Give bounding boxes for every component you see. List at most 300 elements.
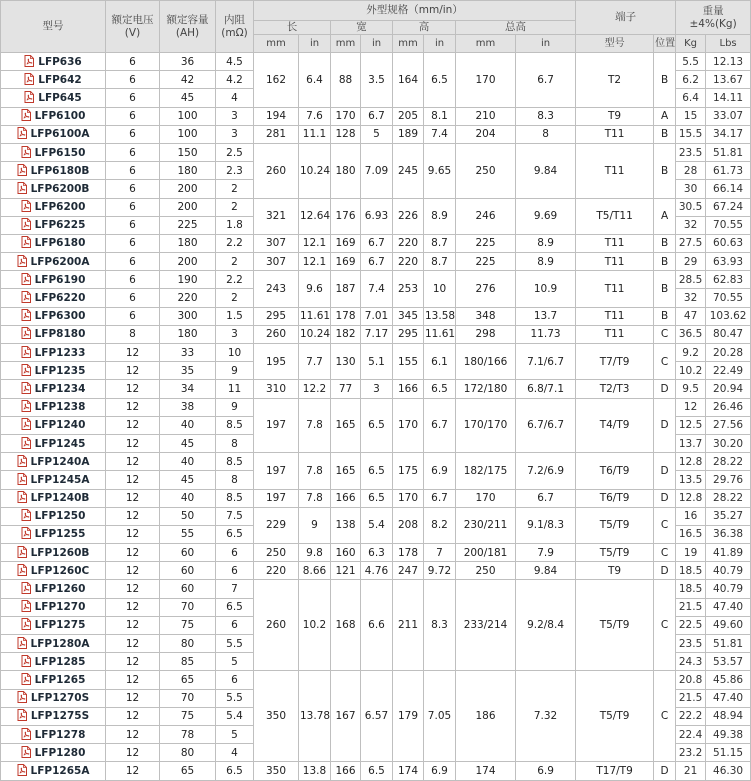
header-total-height-mm: mm — [456, 35, 516, 53]
model-cell[interactable] — [1, 234, 106, 252]
model-link[interactable]: LFP1275 — [34, 619, 86, 632]
table-header — [1, 1, 751, 53]
length-mm-cell: 295 — [254, 307, 299, 325]
total-height-in-cell: 8.9 — [516, 253, 576, 271]
length-in-cell: 11.1 — [299, 125, 331, 143]
pdf-icon[interactable] — [21, 109, 31, 121]
capacity-cell: 180 — [160, 325, 216, 343]
height-mm-cell: 211 — [393, 580, 424, 671]
header-model: 型号 — [1, 1, 106, 53]
model-link[interactable]: LFP1240B — [30, 492, 90, 505]
model-link[interactable]: LFP642 — [38, 73, 82, 86]
model-cell[interactable] — [1, 180, 106, 198]
total-height-in-cell: 13.7 — [516, 307, 576, 325]
height-in-cell: 6.7 — [424, 489, 456, 507]
model-link[interactable]: LFP6300 — [34, 310, 86, 323]
width-mm-cell: 187 — [331, 271, 361, 307]
model-link[interactable]: LFP8180 — [34, 328, 86, 341]
capacity-cell: 40 — [160, 489, 216, 507]
model-cell[interactable] — [1, 580, 106, 598]
resistance-cell: 2.5 — [216, 143, 254, 161]
pdf-icon[interactable] — [21, 309, 31, 321]
terminal-position-cell: D — [654, 762, 676, 780]
model-link[interactable]: LFP6200 — [34, 201, 86, 214]
pdf-icon[interactable] — [24, 91, 34, 103]
pdf-icon[interactable] — [24, 73, 34, 85]
capacity-cell: 34 — [160, 380, 216, 398]
model-cell[interactable] — [1, 544, 106, 562]
weight-lbs-cell: 60.63 — [706, 234, 751, 252]
weight-kg-cell: 19 — [676, 544, 706, 562]
model-cell[interactable] — [1, 344, 106, 362]
weight-kg-cell: 10.2 — [676, 362, 706, 380]
terminal-type-cell: T9 — [576, 562, 654, 580]
pdf-icon[interactable] — [21, 273, 31, 285]
weight-kg-cell: 36.5 — [676, 325, 706, 343]
model-cell[interactable] — [1, 507, 106, 525]
weight-kg-cell: 12.5 — [676, 416, 706, 434]
model-cell[interactable] — [1, 89, 106, 107]
total-height-mm-cell: 172/180 — [456, 380, 516, 398]
length-in-cell: 10.2 — [299, 580, 331, 671]
model-link[interactable]: LFP1245A — [30, 473, 90, 486]
weight-kg-cell: 21 — [676, 762, 706, 780]
model-cell[interactable] — [1, 289, 106, 307]
model-cell[interactable] — [1, 707, 106, 725]
pdf-icon[interactable] — [17, 764, 27, 776]
length-mm-cell: 220 — [254, 562, 299, 580]
terminal-type-cell: T11 — [576, 234, 654, 252]
weight-lbs-cell: 103.62 — [706, 307, 751, 325]
table-row — [1, 544, 751, 562]
weight-lbs-cell: 35.27 — [706, 507, 751, 525]
terminal-type-cell: T5/T9 — [576, 507, 654, 543]
model-cell[interactable] — [1, 307, 106, 325]
table-row — [1, 671, 751, 689]
capacity-cell: 200 — [160, 180, 216, 198]
model-link[interactable]: LFP1235 — [34, 364, 86, 377]
terminal-type-cell: T2 — [576, 53, 654, 108]
weight-kg-cell: 24.3 — [676, 653, 706, 671]
voltage-cell: 6 — [106, 107, 160, 125]
voltage-cell: 12 — [106, 544, 160, 562]
height-in-cell: 6.9 — [424, 762, 456, 780]
weight-kg-cell: 28.5 — [676, 271, 706, 289]
pdf-icon[interactable] — [17, 564, 27, 576]
model-link[interactable]: LFP6200A — [30, 255, 90, 268]
pdf-icon[interactable] — [21, 728, 31, 740]
pdf-icon[interactable] — [17, 164, 27, 176]
header-kg: Kg — [676, 35, 706, 53]
total-height-mm-cell: 174 — [456, 762, 516, 780]
resistance-cell: 1.8 — [216, 216, 254, 234]
pdf-icon[interactable] — [21, 746, 31, 758]
width-in-cell: 6.93 — [361, 198, 393, 234]
model-link[interactable]: LFP1234 — [34, 382, 86, 395]
pdf-icon[interactable] — [21, 655, 31, 667]
model-cell[interactable] — [1, 53, 106, 71]
resistance-cell: 5 — [216, 653, 254, 671]
model-cell[interactable] — [1, 198, 106, 216]
capacity-cell: 85 — [160, 653, 216, 671]
pdf-icon[interactable] — [17, 491, 27, 503]
model-link[interactable]: LFP1250 — [34, 510, 86, 523]
pdf-icon[interactable] — [21, 437, 31, 449]
weight-kg-cell: 12 — [676, 398, 706, 416]
weight-lbs-cell: 70.55 — [706, 216, 751, 234]
voltage-cell: 6 — [106, 71, 160, 89]
model-link[interactable]: LFP1280 — [34, 746, 86, 759]
model-link[interactable]: LFP1240A — [30, 455, 90, 468]
pdf-icon[interactable] — [21, 200, 31, 212]
weight-lbs-cell: 70.55 — [706, 289, 751, 307]
resistance-cell: 5.5 — [216, 635, 254, 653]
weight-lbs-cell: 46.30 — [706, 762, 751, 780]
model-link[interactable]: LFP6100 — [34, 110, 86, 123]
model-cell[interactable] — [1, 162, 106, 180]
pdf-icon[interactable] — [21, 218, 31, 230]
width-in-cell: 5.1 — [361, 344, 393, 380]
model-link[interactable]: LFP1240 — [34, 419, 86, 432]
model-link[interactable]: LFP1260 — [34, 583, 86, 596]
model-link[interactable]: LFP1260C — [30, 564, 90, 577]
pdf-icon[interactable] — [17, 473, 27, 485]
resistance-cell: 3 — [216, 325, 254, 343]
capacity-cell: 33 — [160, 344, 216, 362]
width-in-cell: 6.5 — [361, 453, 393, 489]
weight-lbs-cell: 61.73 — [706, 162, 751, 180]
width-in-cell: 3.5 — [361, 53, 393, 108]
total-height-in-cell: 9.69 — [516, 198, 576, 234]
capacity-cell: 35 — [160, 362, 216, 380]
length-mm-cell: 350 — [254, 671, 299, 762]
pdf-icon[interactable] — [21, 418, 31, 430]
header-width: 宽 — [331, 21, 393, 35]
terminal-type-cell: T5/T9 — [576, 544, 654, 562]
pdf-icon[interactable] — [21, 364, 31, 376]
width-mm-cell: 165 — [331, 453, 361, 489]
total-height-mm-cell: 348 — [456, 307, 516, 325]
length-mm-cell: 197 — [254, 453, 299, 489]
model-cell[interactable] — [1, 71, 106, 89]
total-height-in-cell: 6.8/7.1 — [516, 380, 576, 398]
header-weight: 重量 ±4%(Kg) — [676, 1, 751, 35]
width-in-cell: 7.01 — [361, 307, 393, 325]
model-link[interactable]: LFP6220 — [34, 292, 86, 305]
weight-lbs-cell: 36.38 — [706, 525, 751, 543]
height-in-cell: 11.61 — [424, 325, 456, 343]
model-link[interactable]: LFP1270S — [30, 692, 90, 705]
header-width-in: in — [361, 35, 393, 53]
pdf-icon[interactable] — [17, 255, 27, 267]
height-mm-cell: 220 — [393, 253, 424, 271]
length-in-cell: 8.66 — [299, 562, 331, 580]
capacity-cell: 78 — [160, 725, 216, 743]
height-in-cell: 9.65 — [424, 143, 456, 198]
model-link[interactable]: LFP1260B — [30, 546, 90, 559]
pdf-icon[interactable] — [21, 582, 31, 594]
voltage-cell: 6 — [106, 216, 160, 234]
header-capacity: 额定容量 (AH) — [160, 1, 216, 53]
capacity-cell: 75 — [160, 707, 216, 725]
terminal-position-cell: C — [654, 580, 676, 671]
terminal-type-cell: T5/T9 — [576, 671, 654, 762]
length-in-cell: 11.61 — [299, 307, 331, 325]
length-in-cell: 7.8 — [299, 398, 331, 453]
pdf-icon[interactable] — [17, 182, 27, 194]
pdf-icon[interactable] — [24, 55, 34, 67]
model-link[interactable]: LFP645 — [38, 91, 82, 104]
voltage-cell: 12 — [106, 689, 160, 707]
table-row — [1, 453, 751, 471]
pdf-icon[interactable] — [21, 600, 31, 612]
pdf-icon[interactable] — [21, 146, 31, 158]
model-cell[interactable] — [1, 362, 106, 380]
length-in-cell: 12.1 — [299, 234, 331, 252]
resistance-cell: 5.5 — [216, 689, 254, 707]
total-height-mm-cell: 180/166 — [456, 344, 516, 380]
height-in-cell: 10 — [424, 271, 456, 307]
model-link[interactable]: LFP6180B — [30, 164, 90, 177]
model-cell[interactable] — [1, 725, 106, 743]
total-height-mm-cell: 246 — [456, 198, 516, 234]
terminal-type-cell: T2/T3 — [576, 380, 654, 398]
resistance-cell: 7.5 — [216, 507, 254, 525]
pdf-icon[interactable] — [17, 546, 27, 558]
resistance-cell: 2.2 — [216, 234, 254, 252]
height-mm-cell: 155 — [393, 344, 424, 380]
table-row — [1, 762, 751, 780]
model-cell[interactable] — [1, 616, 106, 634]
table-row — [1, 562, 751, 580]
pdf-icon[interactable] — [21, 236, 31, 248]
resistance-cell: 2 — [216, 198, 254, 216]
pdf-icon[interactable] — [17, 127, 27, 139]
length-in-cell: 12.64 — [299, 198, 331, 234]
model-link[interactable]: LFP1278 — [34, 728, 86, 741]
pdf-icon[interactable] — [21, 327, 31, 339]
model-cell[interactable] — [1, 325, 106, 343]
header-length-in: in — [299, 35, 331, 53]
model-link[interactable]: LFP6150 — [34, 146, 86, 159]
terminal-type-cell: T17/T9 — [576, 762, 654, 780]
weight-kg-cell: 18.5 — [676, 580, 706, 598]
height-mm-cell: 175 — [393, 453, 424, 489]
model-cell[interactable] — [1, 635, 106, 653]
model-cell[interactable] — [1, 398, 106, 416]
height-in-cell: 7.4 — [424, 125, 456, 143]
height-mm-cell: 345 — [393, 307, 424, 325]
terminal-position-cell: B — [654, 253, 676, 271]
model-cell[interactable] — [1, 125, 106, 143]
height-in-cell: 8.3 — [424, 580, 456, 671]
terminal-position-cell: B — [654, 234, 676, 252]
terminal-position-cell: C — [654, 544, 676, 562]
weight-kg-cell: 29 — [676, 253, 706, 271]
height-mm-cell: 174 — [393, 762, 424, 780]
voltage-cell: 12 — [106, 725, 160, 743]
model-cell[interactable] — [1, 107, 106, 125]
model-link[interactable]: LFP1265 — [34, 673, 86, 686]
model-link[interactable]: LFP6190 — [34, 273, 86, 286]
pdf-icon[interactable] — [17, 455, 27, 467]
voltage-cell: 12 — [106, 616, 160, 634]
pdf-icon[interactable] — [21, 400, 31, 412]
weight-lbs-cell: 53.57 — [706, 653, 751, 671]
voltage-cell: 6 — [106, 289, 160, 307]
capacity-cell: 50 — [160, 507, 216, 525]
weight-kg-cell: 30.5 — [676, 198, 706, 216]
table-row — [1, 507, 751, 525]
voltage-cell: 12 — [106, 635, 160, 653]
terminal-type-cell: T6/T9 — [576, 489, 654, 507]
pdf-icon[interactable] — [21, 509, 31, 521]
weight-kg-cell: 16 — [676, 507, 706, 525]
length-mm-cell: 281 — [254, 125, 299, 143]
model-cell[interactable] — [1, 471, 106, 489]
model-link[interactable]: LFP1245 — [34, 437, 86, 450]
model-cell[interactable] — [1, 216, 106, 234]
model-link[interactable]: LFP1238 — [34, 401, 86, 414]
total-height-in-cell: 9.84 — [516, 143, 576, 198]
pdf-icon[interactable] — [17, 691, 27, 703]
total-height-mm-cell: 298 — [456, 325, 516, 343]
length-in-cell: 7.8 — [299, 489, 331, 507]
height-mm-cell: 247 — [393, 562, 424, 580]
pdf-icon[interactable] — [21, 346, 31, 358]
voltage-cell: 12 — [106, 653, 160, 671]
width-mm-cell: 166 — [331, 489, 361, 507]
terminal-position-cell: D — [654, 380, 676, 398]
resistance-cell: 6 — [216, 544, 254, 562]
width-in-cell: 7.17 — [361, 325, 393, 343]
total-height-in-cell: 7.1/6.7 — [516, 344, 576, 380]
model-cell[interactable] — [1, 253, 106, 271]
capacity-cell: 45 — [160, 471, 216, 489]
capacity-cell: 65 — [160, 671, 216, 689]
model-cell[interactable] — [1, 416, 106, 434]
length-in-cell: 13.78 — [299, 671, 331, 762]
table-row — [1, 380, 751, 398]
model-link[interactable]: LFP6180 — [34, 237, 86, 250]
model-link[interactable]: LFP6200B — [30, 182, 90, 195]
total-height-in-cell: 8.9 — [516, 234, 576, 252]
capacity-cell: 42 — [160, 71, 216, 89]
length-mm-cell: 350 — [254, 762, 299, 780]
length-in-cell: 7.7 — [299, 344, 331, 380]
width-mm-cell: 138 — [331, 507, 361, 543]
model-link[interactable]: LFP1265A — [30, 764, 90, 777]
width-in-cell: 5.4 — [361, 507, 393, 543]
weight-lbs-cell: 12.13 — [706, 53, 751, 71]
terminal-type-cell: T11 — [576, 325, 654, 343]
resistance-cell: 6 — [216, 616, 254, 634]
model-cell[interactable] — [1, 143, 106, 161]
model-cell[interactable] — [1, 744, 106, 762]
model-link[interactable]: LFP1280A — [30, 637, 90, 650]
height-mm-cell: 205 — [393, 107, 424, 125]
model-link[interactable]: LFP1255 — [34, 528, 86, 541]
model-link[interactable]: LFP6225 — [34, 219, 86, 232]
weight-lbs-cell: 40.79 — [706, 580, 751, 598]
pdf-icon[interactable] — [21, 673, 31, 685]
voltage-cell: 12 — [106, 671, 160, 689]
model-cell[interactable] — [1, 271, 106, 289]
height-in-cell: 6.5 — [424, 380, 456, 398]
model-link[interactable]: LFP6100A — [30, 128, 90, 141]
model-cell[interactable] — [1, 689, 106, 707]
voltage-cell: 12 — [106, 453, 160, 471]
voltage-cell: 6 — [106, 234, 160, 252]
total-height-mm-cell: 276 — [456, 271, 516, 307]
model-link[interactable]: LFP1233 — [34, 346, 86, 359]
model-cell[interactable] — [1, 598, 106, 616]
pdf-icon[interactable] — [21, 291, 31, 303]
model-cell[interactable] — [1, 562, 106, 580]
total-height-in-cell: 11.73 — [516, 325, 576, 343]
total-height-in-cell: 8 — [516, 125, 576, 143]
length-mm-cell: 197 — [254, 398, 299, 453]
model-cell[interactable] — [1, 434, 106, 452]
table-body — [1, 53, 751, 781]
length-in-cell: 9.8 — [299, 544, 331, 562]
model-cell[interactable] — [1, 453, 106, 471]
height-mm-cell: 166 — [393, 380, 424, 398]
width-in-cell: 6.3 — [361, 544, 393, 562]
model-cell[interactable] — [1, 525, 106, 543]
terminal-position-cell: B — [654, 125, 676, 143]
model-link[interactable]: LFP636 — [38, 55, 82, 68]
width-in-cell: 4.76 — [361, 562, 393, 580]
weight-kg-cell: 21.5 — [676, 689, 706, 707]
total-height-mm-cell: 170 — [456, 53, 516, 108]
capacity-cell: 70 — [160, 689, 216, 707]
model-link[interactable]: LFP1285 — [34, 655, 86, 668]
pdf-icon[interactable] — [21, 618, 31, 630]
capacity-cell: 55 — [160, 525, 216, 543]
weight-lbs-cell: 45.86 — [706, 671, 751, 689]
weight-kg-cell: 18.5 — [676, 562, 706, 580]
resistance-cell: 8.5 — [216, 489, 254, 507]
weight-lbs-cell: 27.56 — [706, 416, 751, 434]
weight-lbs-cell: 14.11 — [706, 89, 751, 107]
model-cell[interactable] — [1, 653, 106, 671]
pdf-icon[interactable] — [17, 709, 27, 721]
total-height-in-cell: 6.7 — [516, 53, 576, 108]
voltage-cell: 8 — [106, 325, 160, 343]
height-mm-cell: 220 — [393, 234, 424, 252]
model-cell[interactable] — [1, 762, 106, 780]
total-height-in-cell: 9.1/8.3 — [516, 507, 576, 543]
model-link[interactable]: LFP1275S — [30, 710, 90, 723]
width-in-cell: 5 — [361, 125, 393, 143]
resistance-cell: 10 — [216, 344, 254, 362]
terminal-type-cell: T9 — [576, 107, 654, 125]
total-height-in-cell: 9.2/8.4 — [516, 580, 576, 671]
weight-kg-cell: 23.5 — [676, 143, 706, 161]
model-cell[interactable] — [1, 380, 106, 398]
pdf-icon[interactable] — [21, 382, 31, 394]
model-cell[interactable] — [1, 671, 106, 689]
width-in-cell: 6.57 — [361, 671, 393, 762]
height-in-cell: 7.05 — [424, 671, 456, 762]
weight-kg-cell: 6.4 — [676, 89, 706, 107]
pdf-icon[interactable] — [17, 637, 27, 649]
pdf-icon[interactable] — [21, 527, 31, 539]
model-cell[interactable] — [1, 489, 106, 507]
model-link[interactable]: LFP1270 — [34, 601, 86, 614]
table-row — [1, 234, 751, 252]
